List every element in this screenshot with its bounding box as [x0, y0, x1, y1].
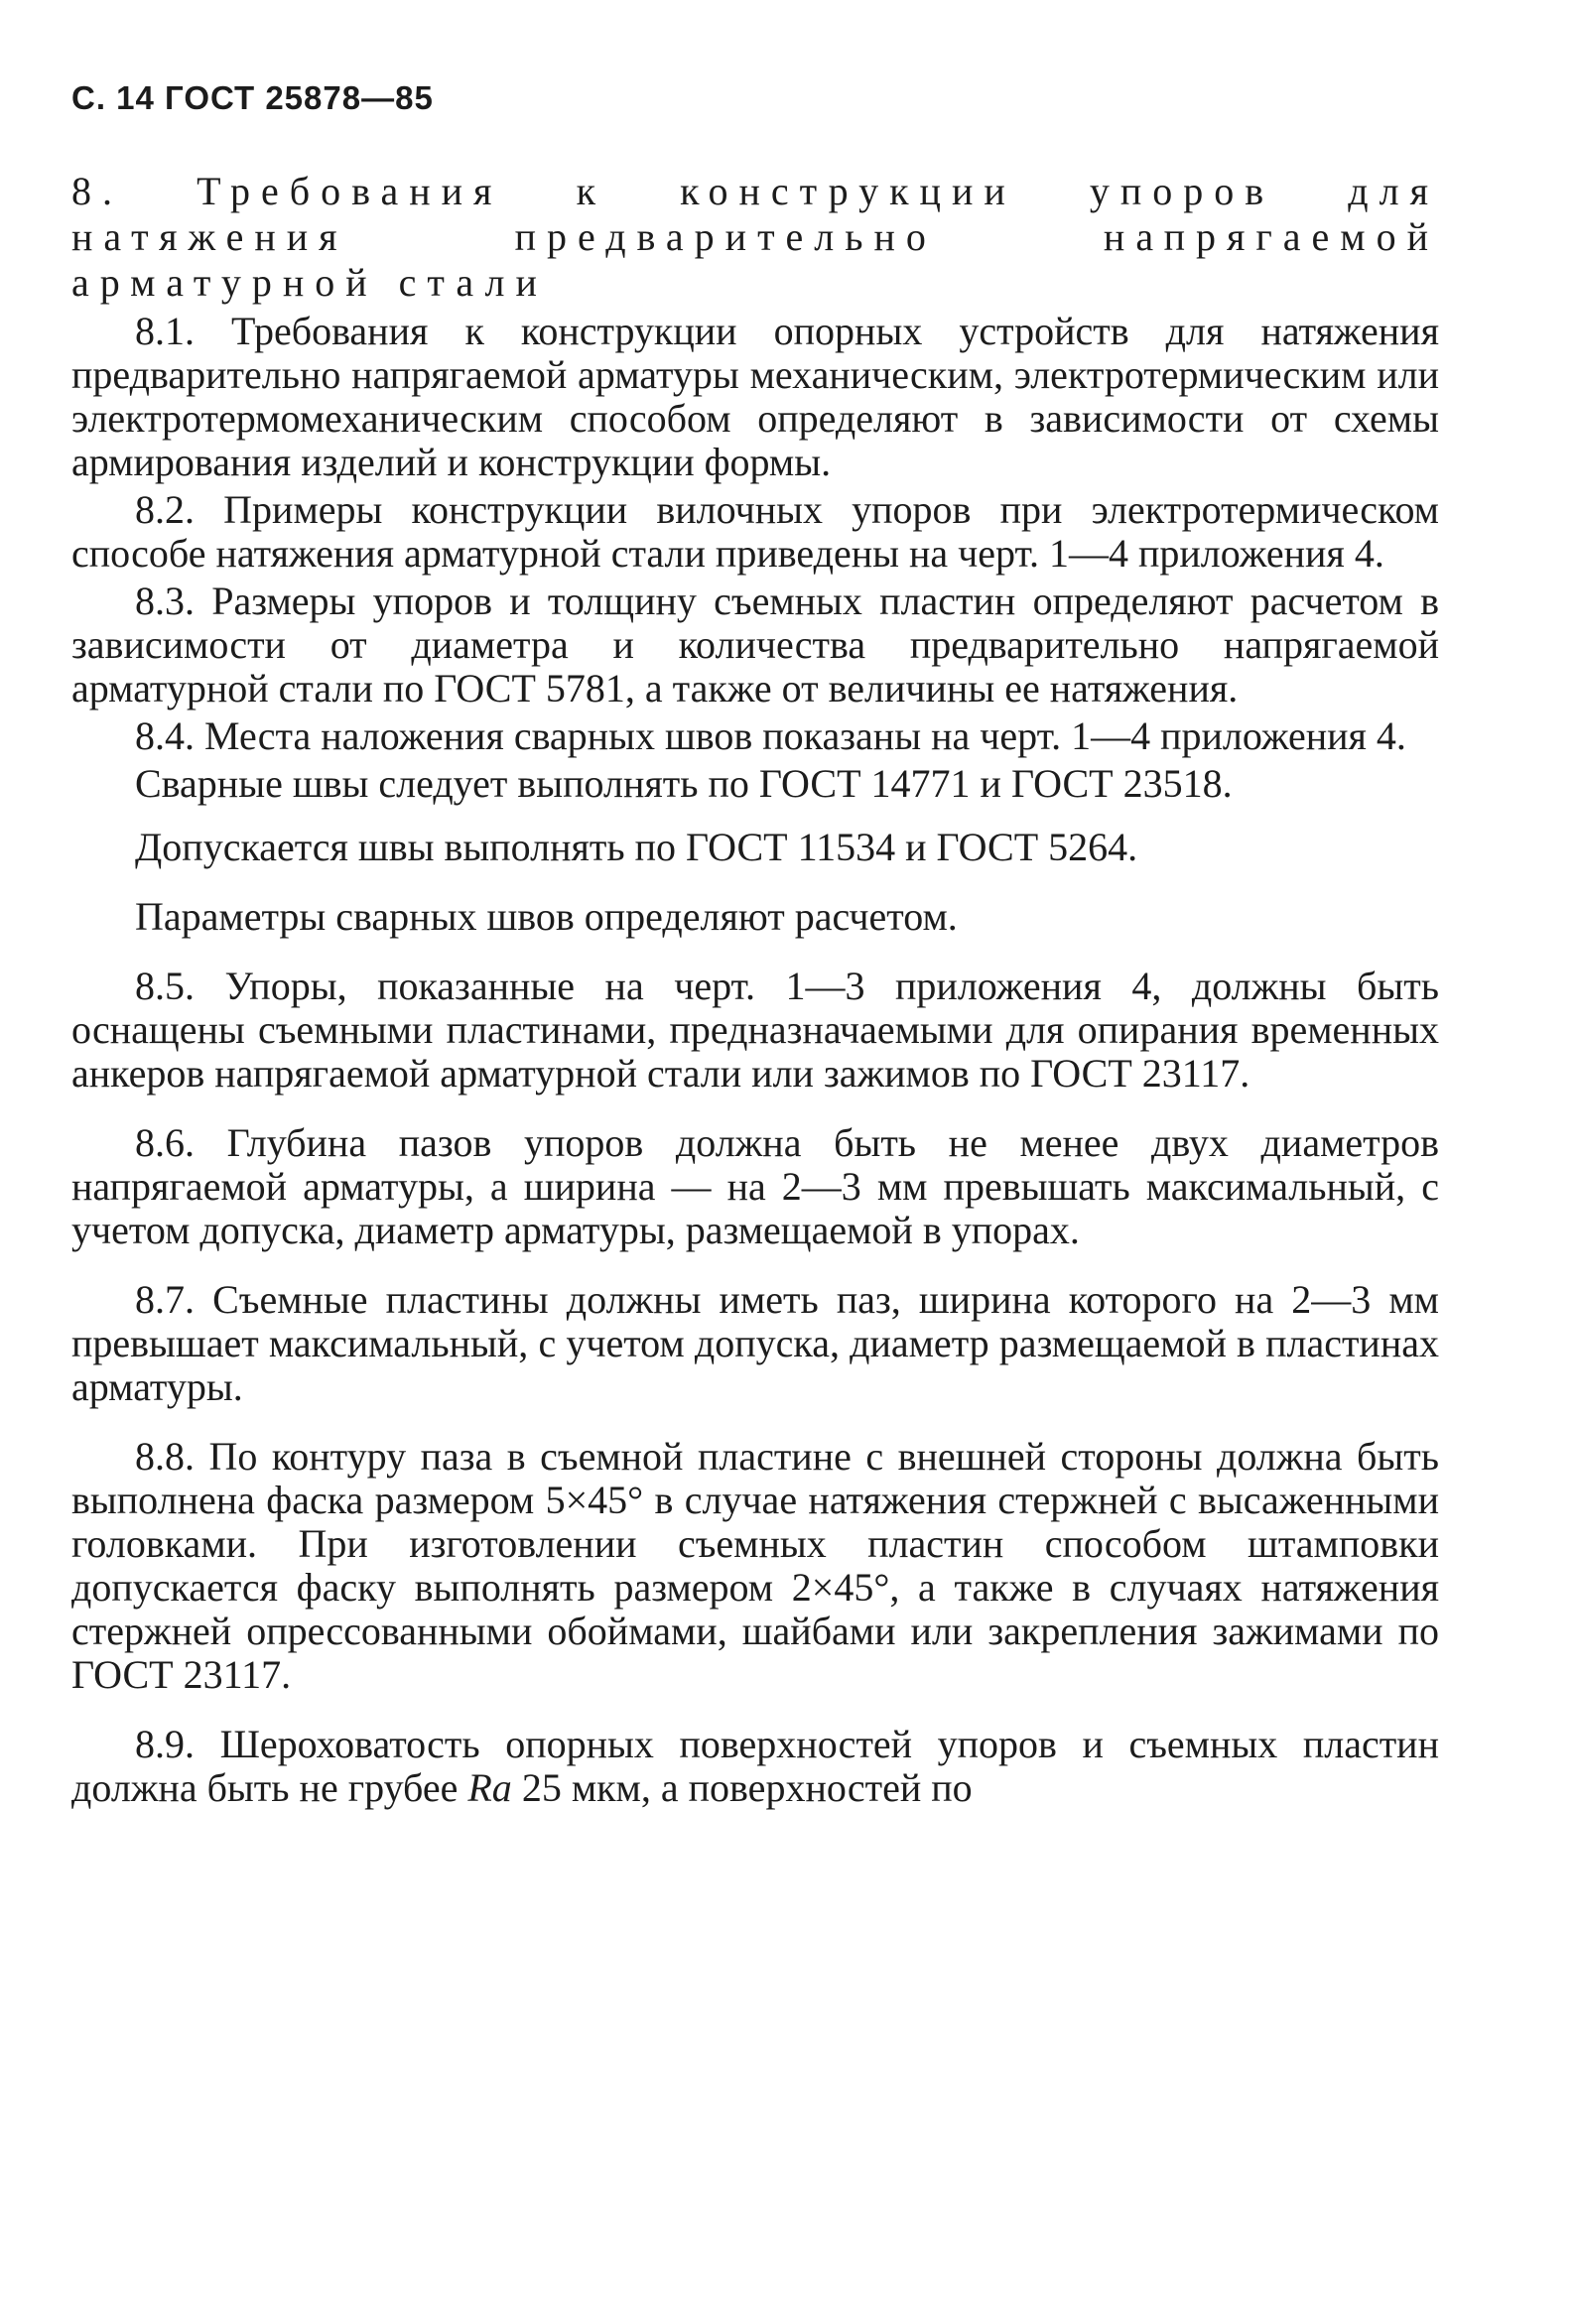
paragraph-8-9: [71, 1723, 1439, 1810]
section-title: 8. Требования к конструкции упоров для натяжения предварительно напрягаемой арматурной стали: [71, 169, 1439, 305]
paragraph-8-4-welds: Сварные швы следует выполнять по ГОСТ 14771 и ГОСТ 23518.: [135, 761, 1233, 806]
paragraph-8-9-text-end: 25 мкм, а поверхностей по: [511, 1765, 973, 1810]
paragraph-8-1: 8.1. Требования к конструкции опорных устройств для натяжения предварительно напрягаемой арматуры механическим, электротермическим или электротермомеханическим способом определяют в зависимости от схемы армирования изделий и конструкции формы.: [71, 309, 1439, 484]
paragraph-8-9-text-start: 8.9. Шероховатость опорных поверхностей упоров и съемных пластин должна быть не грубее: [71, 1722, 1439, 1810]
roughness-symbol: Ra: [467, 1765, 512, 1810]
paragraph-8-4: 8.4. Места наложения сварных швов показаны на черт. 1—4 приложения 4.: [135, 713, 1406, 758]
document-body: [71, 169, 1439, 1810]
paragraph-8-6: 8.6. Глубина пазов упоров должна быть не менее двух диаметров напрягаемой арматуры, а ширина — на 2—3 мм превышать максимальный, с учетом допуска, диаметр арматуры, размещаемой в упорах.: [71, 1120, 1439, 1252]
page-header: С. 14 ГОСТ 25878—85: [71, 79, 434, 116]
paragraph-8-7: 8.7. Съемные пластины должны иметь паз, ширина которого на 2—3 мм превышает максимальный, с учетом допуска, диаметр размещаемой в пластинах арматуры.: [71, 1277, 1439, 1409]
paragraph-8-2: 8.2. Примеры конструкции вилочных упоров при электротермическом способе натяжения арматурной стали приведены на черт. 1—4 приложения 4.: [71, 487, 1439, 576]
paragraph-8-4-allowed: Допускается швы выполнять по ГОСТ 11534 и ГОСТ 5264.: [135, 825, 1138, 869]
paragraph-8-8: 8.8. По контуру паза в съемной пластине с внешней стороны должна быть выполнена фаска размером 5×45° в случае натяжения стержней с высаженными головками. При изготовлении съемных пластин способом штамповки допускается фаску выполнять размером 2×45°, а также в случаях натяжения стержней опрессованными обоймами, шайбами или закрепления зажимами по ГОСТ 23117.: [71, 1434, 1439, 1697]
paragraph-8-4-params: Параметры сварных швов определяют расчетом.: [135, 894, 958, 939]
paragraph-8-3: 8.3. Размеры упоров и толщину съемных пластин определяют расчетом в зависимости от диаметра и количества предварительно напрягаемой арматурной стали по ГОСТ 5781, а также от величины ее натяжения.: [71, 579, 1439, 710]
paragraph-8-5: 8.5. Упоры, показанные на черт. 1—3 приложения 4, должны быть оснащены съемными пластинами, предназначаемыми для опирания временных анкеров напрягаемой арматурной стали или зажимов по ГОСТ 23117.: [71, 964, 1439, 1096]
